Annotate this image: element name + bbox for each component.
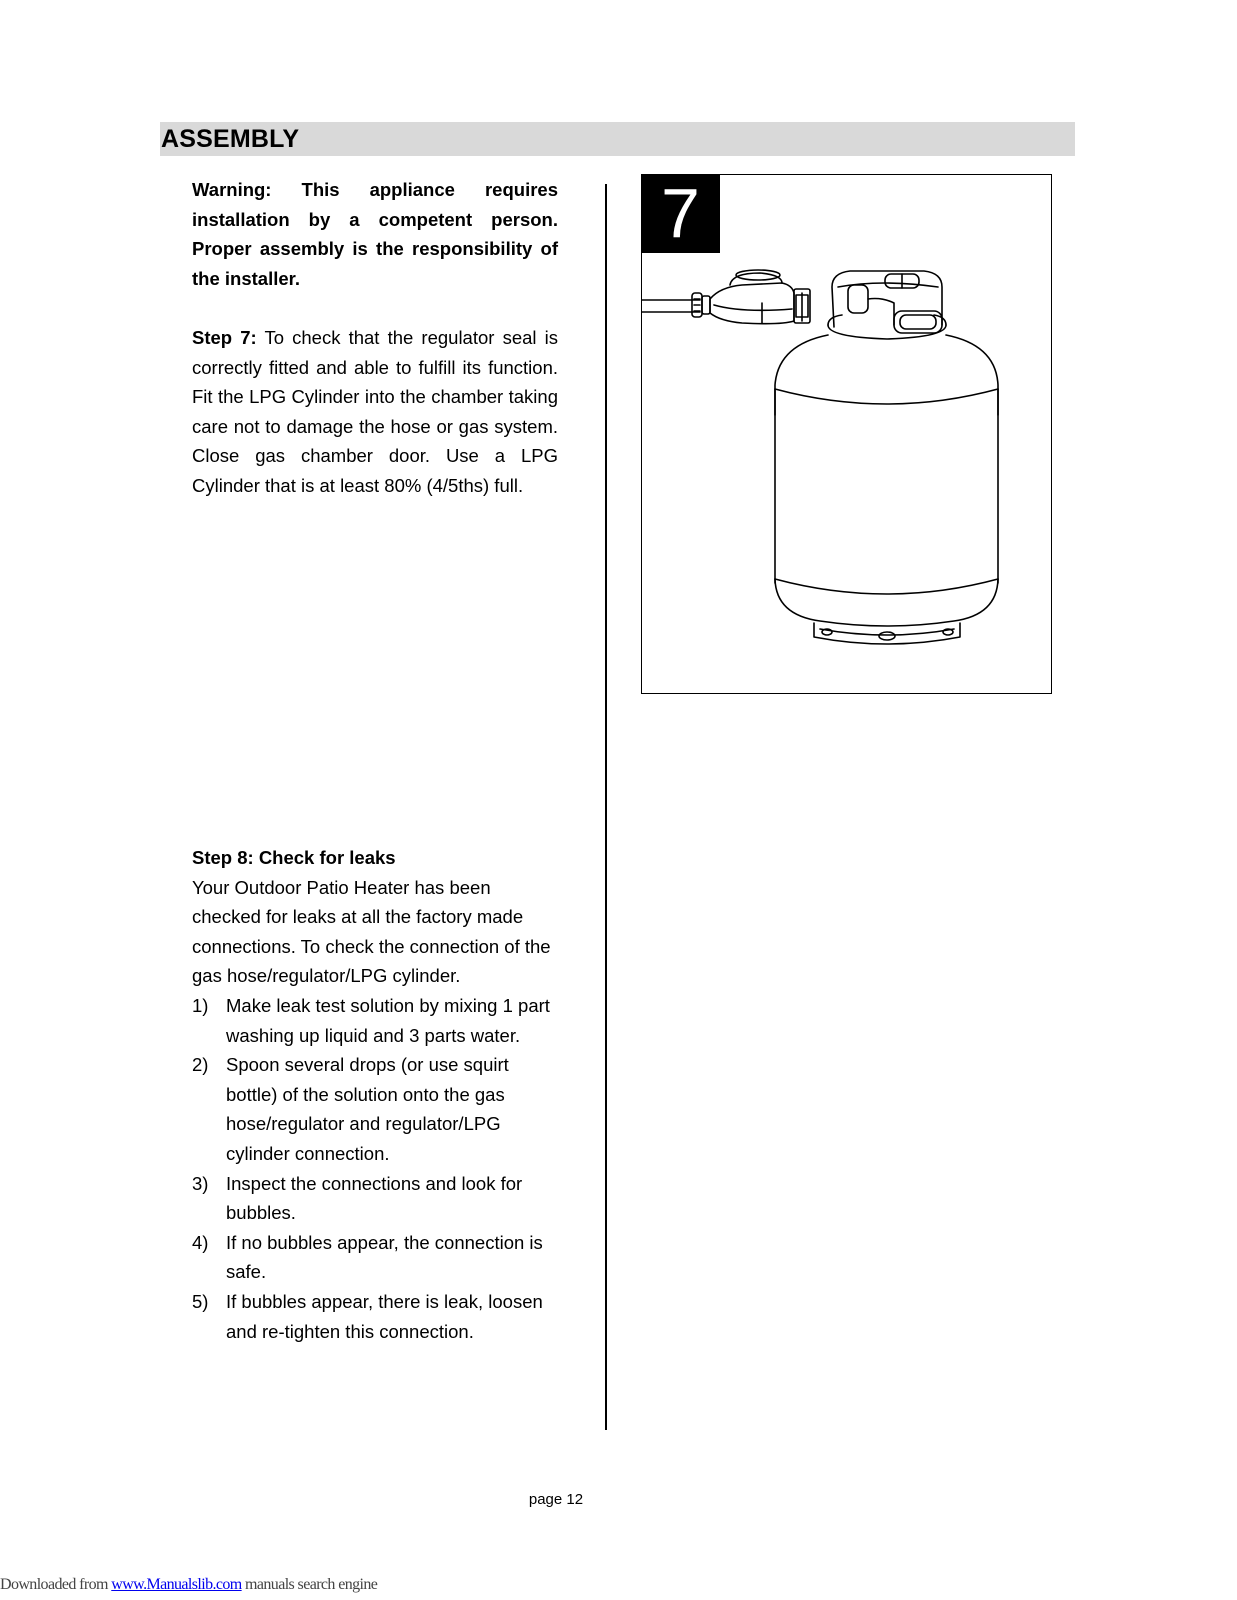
list-item — [192, 991, 558, 1050]
list-item-text: If no bubbles appear, the connection is safe. — [226, 1231, 543, 1283]
list-item-number: 4) — [192, 1231, 209, 1253]
footer-prefix: Downloaded from — [0, 1576, 112, 1593]
list-item-number: 3) — [192, 1172, 209, 1194]
list-item — [192, 1228, 558, 1287]
step7-text: To check that the regulator seal is correctly fitted and able to fulfill its function. Fit the LPG Cylinder into the chamber taking care not to damage the hose or gas system. Close gas chamber door. Use a LPG Cylinder that is at least 80% (4/5ths) full. — [192, 327, 558, 496]
list-item — [192, 1050, 558, 1168]
download-footer — [0, 1576, 377, 1594]
step8-section — [192, 843, 558, 1346]
figure-number: 7 — [641, 174, 720, 253]
leak-check-list — [192, 991, 558, 1346]
list-item-number: 2) — [192, 1054, 209, 1076]
footer-suffix: manuals search engine — [241, 1576, 378, 1593]
list-item-number: 5) — [192, 1290, 209, 1312]
step7-paragraph — [192, 323, 558, 501]
list-item-text: Spoon several drops (or use squirt bottle) of the solution onto the gas hose/regulator and regulator/LPG cylinder connection. — [226, 1054, 509, 1164]
column-divider — [605, 184, 607, 1430]
list-item-text: Inspect the connections and look for bubbles. — [226, 1172, 523, 1224]
list-item-number: 1) — [192, 994, 209, 1016]
list-item-text: If bubbles appear, there is leak, loosen and re-tighten this connection. — [226, 1290, 543, 1342]
warning-paragraph: Warning: This appliance requires installation by a competent person. Proper assembly is the responsibility of the installer. — [192, 179, 558, 289]
list-item-text: Make leak test solution by mixing 1 part washing up liquid and 3 parts water. — [226, 994, 550, 1046]
step8-intro: Your Outdoor Patio Heater has been checked for leaks at all the factory made connections. To check the connection of the gas hose/regulator/LPG cylinder. — [192, 876, 551, 987]
step8-title: Step 8: Check for leaks — [192, 847, 396, 868]
page-number: page 12 — [528, 1491, 584, 1508]
list-item — [192, 1287, 558, 1346]
figure-7 — [641, 174, 1052, 694]
section-title: ASSEMBLY — [161, 125, 300, 153]
list-item — [192, 1169, 558, 1228]
step7-label: Step 7: — [192, 327, 257, 348]
footer-link[interactable]: www.Manualslib.com — [111, 1576, 242, 1593]
